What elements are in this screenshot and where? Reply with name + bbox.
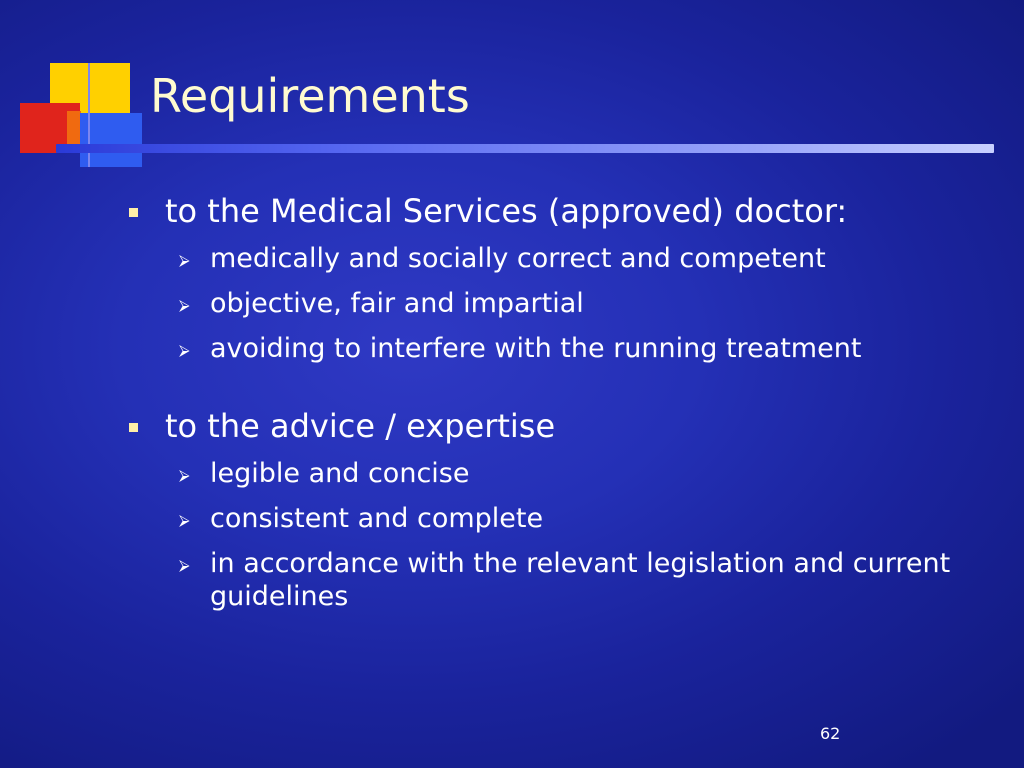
arrow-bullet-icon: ⮚ — [179, 251, 190, 269]
arrow-bullet-icon: ⮚ — [179, 556, 190, 574]
square-bullet-icon — [129, 423, 138, 432]
arrow-bullet-icon: ⮚ — [179, 466, 190, 484]
slide-title: Requirements — [150, 69, 470, 123]
arrow-bullet-icon: ⮚ — [179, 296, 190, 314]
level2-bullet-item — [128, 457, 988, 490]
bullet-group-doctor — [128, 192, 988, 365]
level2-bullet-text: legible and concise — [210, 458, 470, 489]
level1-bullet-text: to the Medical Services (approved) doctor: — [165, 192, 848, 230]
square-bullet-icon — [129, 208, 138, 217]
arrow-bullet-icon: ⮚ — [179, 341, 190, 359]
level2-bullet-text: in accordance with the relevant legislation and current guidelines — [210, 548, 951, 612]
level2-bullet-text: medically and socially correct and competent — [210, 243, 826, 274]
level2-bullet-item — [128, 547, 988, 613]
slide-content — [128, 192, 988, 613]
level2-bullet-item — [128, 502, 988, 535]
level1-bullet-text: to the advice / expertise — [165, 407, 556, 445]
title-underline-rule — [56, 144, 994, 153]
arrow-bullet-icon: ⮚ — [179, 511, 190, 529]
level1-bullet-item — [128, 192, 988, 230]
level2-bullet-item — [128, 242, 988, 275]
level2-bullet-item — [128, 287, 988, 320]
level2-bullet-text: avoiding to interfere with the running treatment — [210, 333, 862, 364]
level1-bullet-item — [128, 407, 988, 445]
page-number: 62 — [820, 724, 841, 743]
level2-bullet-text: objective, fair and impartial — [210, 288, 584, 319]
level2-bullet-item — [128, 332, 988, 365]
bullet-group-advice — [128, 407, 988, 613]
level2-bullet-text: consistent and complete — [210, 503, 544, 534]
